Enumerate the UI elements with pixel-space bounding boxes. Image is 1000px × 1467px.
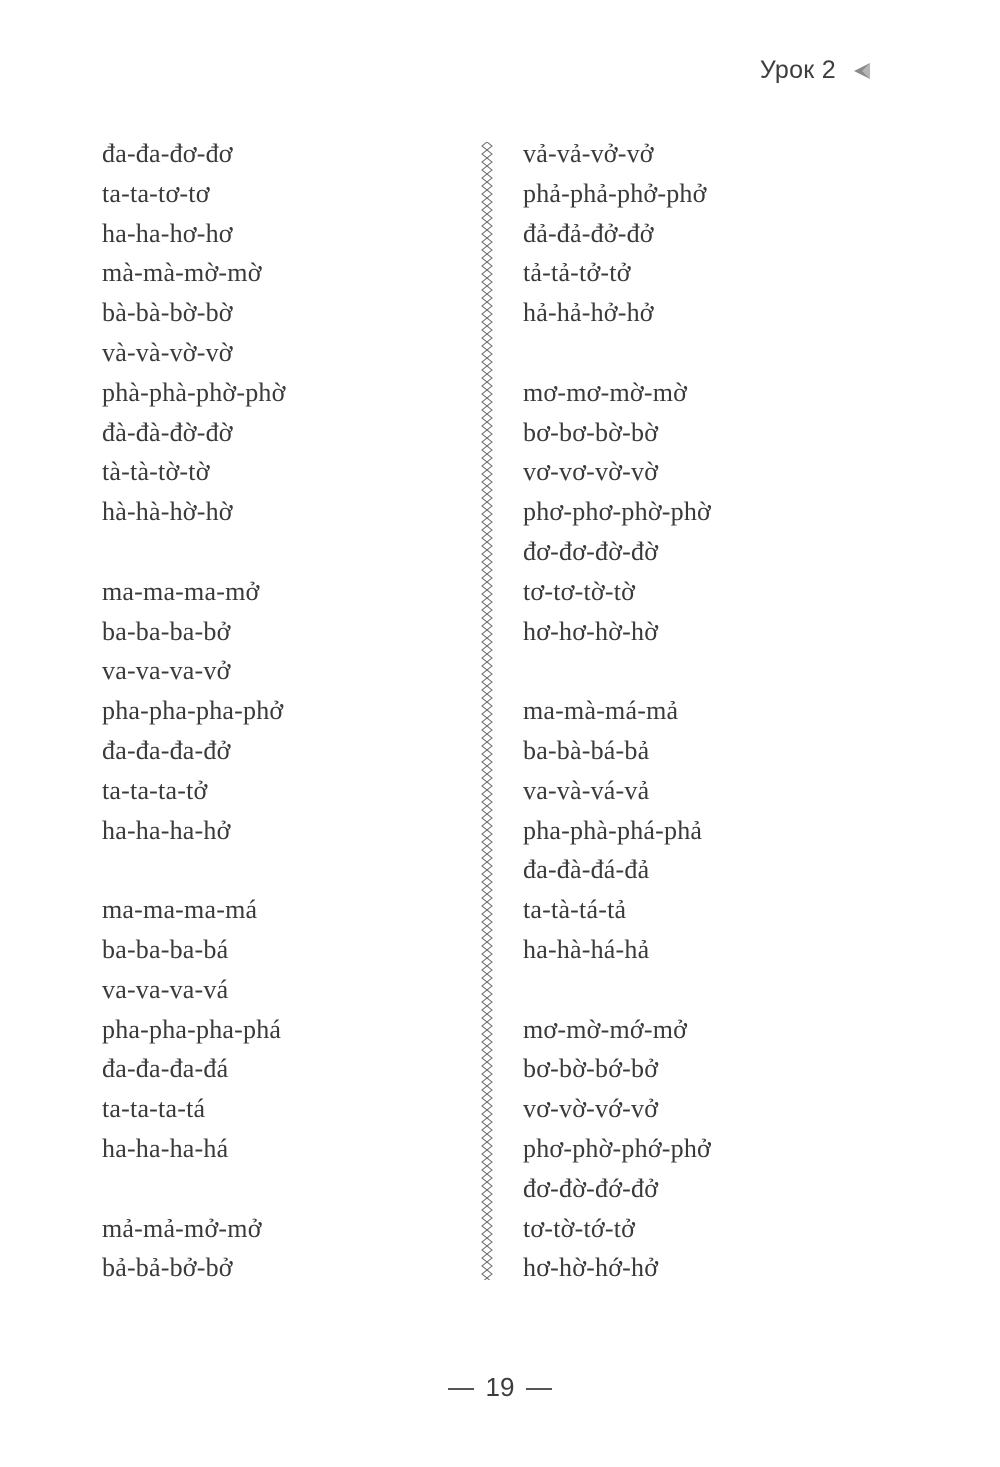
syllable-line: tả-tả-tở-tở xyxy=(523,258,631,288)
footer-dash-right xyxy=(526,1388,552,1390)
syllable-line: mơ-mơ-mờ-mờ xyxy=(523,377,688,407)
syllable-line: vơ-vơ-vờ-vờ xyxy=(523,457,659,487)
syllable-line: tà-tà-tờ-tờ xyxy=(102,457,210,487)
syllable-line: tơ-tơ-tờ-tờ xyxy=(523,576,636,606)
syllable-line: phơ-phơ-phờ-phờ xyxy=(523,497,711,527)
syllable-line: ha-hà-há-hả xyxy=(523,934,650,964)
lesson-title: Урок 2 xyxy=(759,56,836,84)
syllable-line: hơ-hơ-hờ-hờ xyxy=(523,616,659,646)
syllable-line: bà-bà-bờ-bờ xyxy=(102,298,233,328)
syllable-line: đơ-đơ-đờ-đờ xyxy=(523,536,659,566)
page-footer xyxy=(0,1372,1000,1403)
syllable-line: tơ-tờ-tớ-tở xyxy=(523,1213,636,1243)
syllable-line: mơ-mờ-mớ-mở xyxy=(523,1014,688,1044)
page-number: 19 xyxy=(485,1372,515,1402)
syllable-line: bơ-bờ-bớ-bở xyxy=(523,1054,659,1084)
syllable-line: đả-đả-đở-đở xyxy=(523,218,654,248)
syllable-line: hơ-hờ-hớ-hở xyxy=(523,1253,659,1283)
syllable-line: hà-hà-hờ-hờ xyxy=(102,497,233,527)
syllable-group xyxy=(523,1010,883,1289)
syllable-line: đa-đa-đa-đá xyxy=(102,1054,229,1084)
syllable-line: và-và-vờ-vờ xyxy=(102,337,233,367)
syllable-line: ha-ha-ha-hở xyxy=(102,815,231,845)
syllable-line: đa-đa-đa-đở xyxy=(102,735,231,765)
syllable-line: bả-bả-bở-bở xyxy=(102,1253,233,1283)
syllable-line: vơ-vờ-vớ-vở xyxy=(523,1094,659,1124)
syllable-group xyxy=(102,134,462,532)
syllable-group xyxy=(102,572,462,851)
syllable-line: pha-phà-phá-phả xyxy=(523,815,703,845)
syllable-line: ma-mà-má-mả xyxy=(523,696,679,726)
syllable-line: ta-ta-ta-tá xyxy=(102,1094,206,1124)
syllable-column-left xyxy=(102,134,462,1328)
syllable-line: đa-đa-đơ-đơ xyxy=(102,139,233,168)
syllable-line: ta-ta-ta-tở xyxy=(102,775,208,805)
syllable-line: pha-pha-pha-phá xyxy=(102,1014,282,1044)
syllable-line: va-va-va-vở xyxy=(102,656,231,686)
syllable-line: va-va-va-vá xyxy=(102,974,229,1004)
syllable-line: ba-ba-ba-bá xyxy=(102,934,229,964)
syllable-group xyxy=(102,1209,462,1289)
syllable-line: đơ-đờ-đớ-đở xyxy=(523,1173,659,1203)
syllable-line: đà-đà-đờ-đờ xyxy=(102,417,233,447)
footer-dash-left xyxy=(448,1388,474,1390)
syllable-line: hả-hả-hở-hở xyxy=(523,298,654,328)
syllable-group xyxy=(102,890,462,1169)
syllable-column-right xyxy=(523,134,883,1328)
triangle-left-icon xyxy=(852,61,872,81)
syllable-line: ta-ta-tơ-tơ xyxy=(102,178,210,208)
syllable-group xyxy=(523,373,883,652)
syllable-line: mả-mả-mở-mở xyxy=(102,1213,262,1243)
syllable-line: phà-phà-phờ-phờ xyxy=(102,377,286,407)
syllable-line: ma-ma-ma-má xyxy=(102,895,258,925)
syllable-line: phơ-phờ-phớ-phở xyxy=(523,1133,711,1163)
syllable-line: phả-phả-phở-phở xyxy=(523,178,707,208)
syllable-group xyxy=(523,691,883,970)
syllable-line: bơ-bơ-bờ-bờ xyxy=(523,417,659,447)
syllable-line: ta-tà-tá-tả xyxy=(523,895,627,925)
syllable-group xyxy=(523,134,883,333)
syllable-line: đa-đà-đá-đả xyxy=(523,855,650,885)
syllable-line: ba-bà-bá-bả xyxy=(523,735,650,765)
page-header xyxy=(760,56,872,85)
syllable-line: mà-mà-mờ-mờ xyxy=(102,258,262,288)
syllable-line: ha-ha-ha-há xyxy=(102,1133,229,1163)
syllable-line: pha-pha-pha-phở xyxy=(102,696,284,726)
syllable-line: vả-vả-vở-vở xyxy=(523,139,654,168)
syllable-line: ma-ma-ma-mở xyxy=(102,576,260,606)
syllable-line: va-và-vá-vả xyxy=(523,775,650,805)
syllable-line: ba-ba-ba-bở xyxy=(102,616,231,646)
column-divider xyxy=(480,142,494,1280)
syllable-line: ha-ha-hơ-hơ xyxy=(102,218,233,248)
